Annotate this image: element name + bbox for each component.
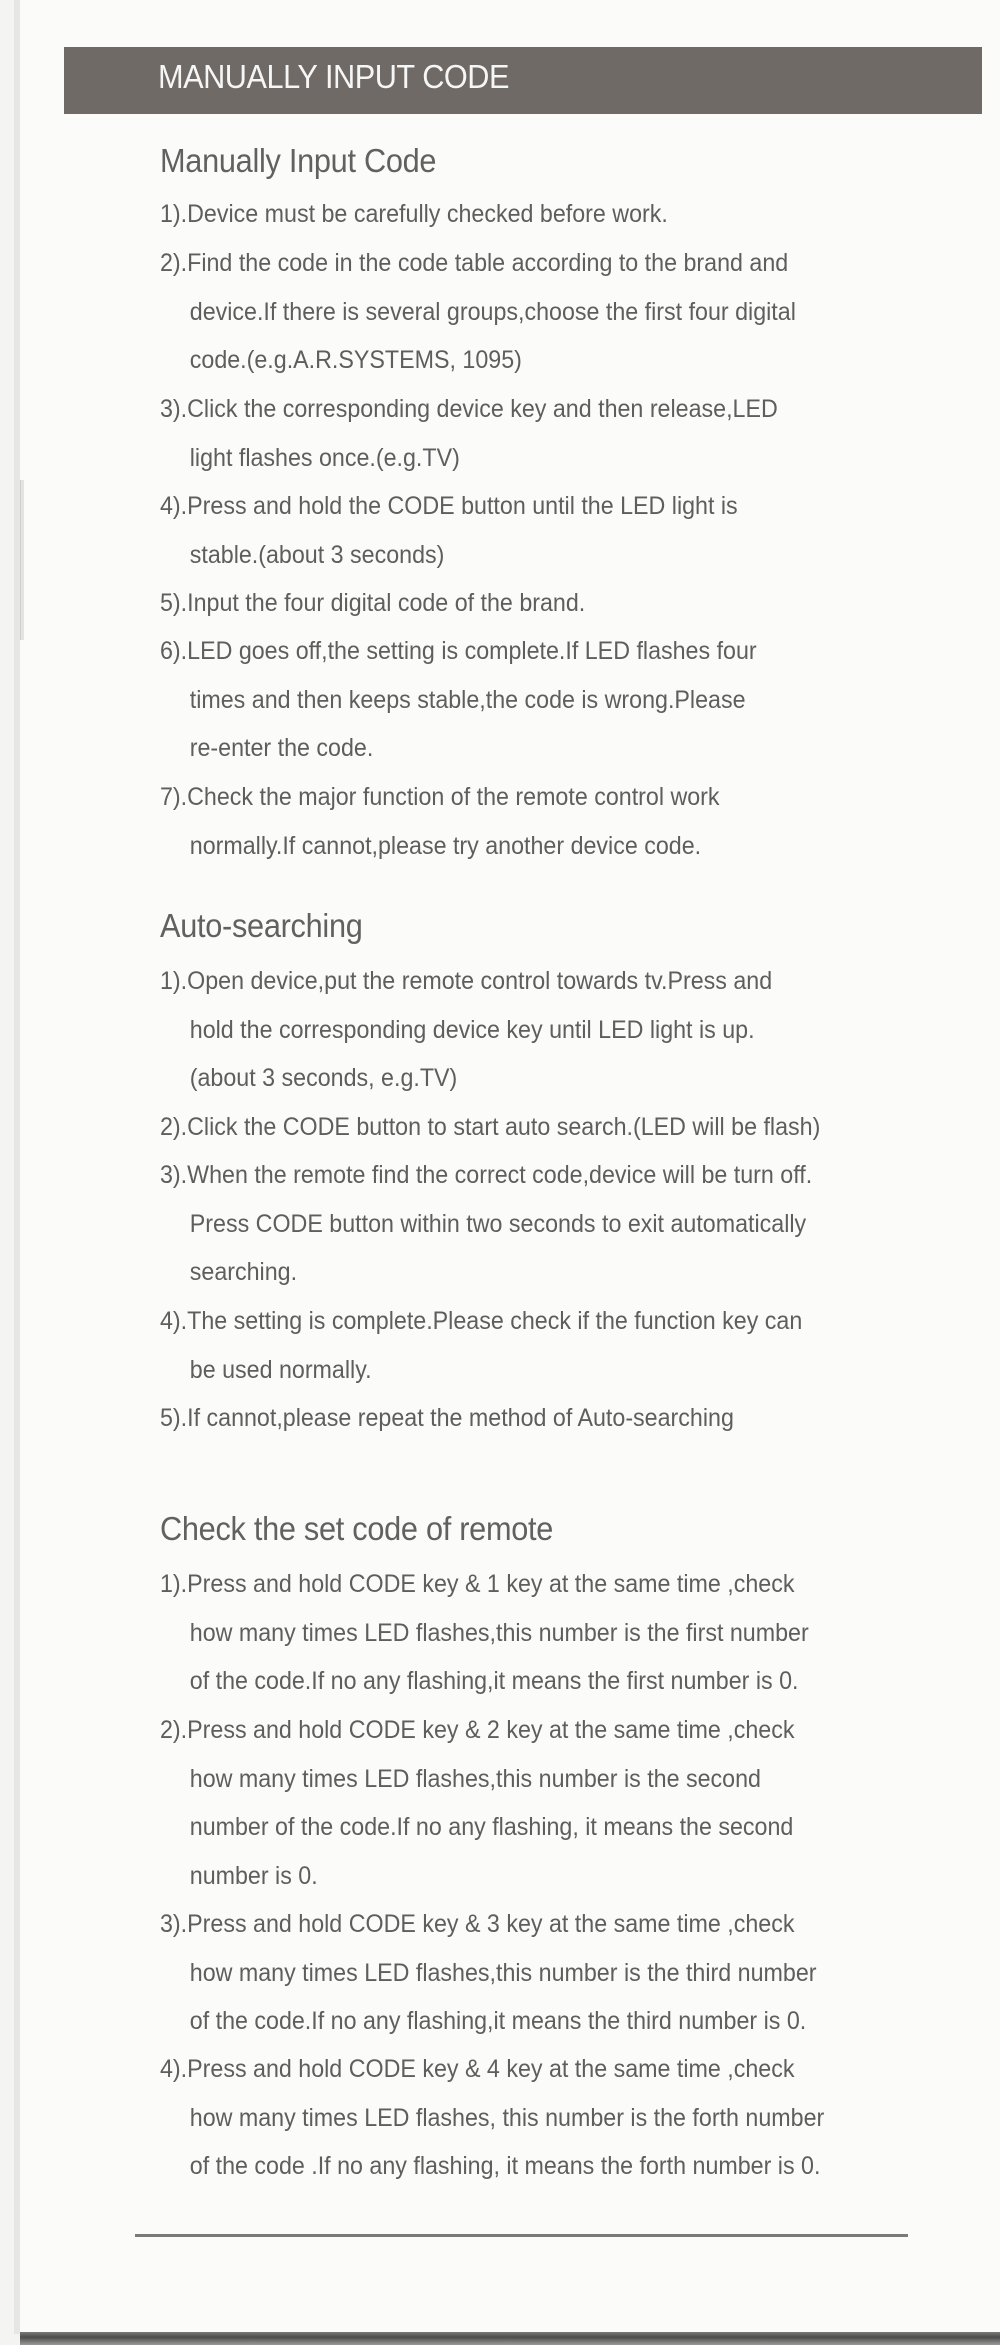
step-line: number is 0. <box>189 1861 318 1890</box>
section-title-manual-input: Manually Input Code <box>160 142 437 179</box>
step-line: device.If there is several groups,choose the first four digital <box>189 297 796 326</box>
section-title-check-set-code: Check the set code of remote <box>160 1510 554 1547</box>
check-step-1 <box>160 1560 809 1706</box>
auto-step-4 <box>160 1297 802 1394</box>
manual-step-2 <box>160 239 796 385</box>
step-line: 4).Press and hold CODE key & 4 key at the same time ,check <box>160 2055 795 2083</box>
step-line: 3).Click the corresponding device key and then release,LED <box>160 395 778 423</box>
check-step-3 <box>160 1900 816 2046</box>
page-bottom-edge <box>20 2332 1000 2345</box>
step-line: 1).Device must be carefully checked before work. <box>160 200 668 228</box>
step-line: of the code.If no any flashing,it means the third number is 0. <box>189 2007 807 2035</box>
step-line: light flashes once.(e.g.TV) <box>189 443 460 472</box>
footer-divider <box>135 2234 908 2237</box>
step-line: how many times LED flashes,this number is the first number <box>189 1618 809 1647</box>
step-line: how many times LED flashes, this number is the forth number <box>189 2103 825 2132</box>
step-line: how many times LED flashes,this number is the second <box>189 1764 761 1793</box>
step-line: 1).Press and hold CODE key & 1 key at the same time ,check <box>160 1570 795 1598</box>
check-step-2 <box>160 1706 794 1900</box>
step-line: how many times LED flashes,this number is the third number <box>189 1958 817 1987</box>
step-line: code.(e.g.A.R.SYSTEMS, 1095) <box>189 346 522 374</box>
step-line: number of the code.If no any flashing, it means the second <box>189 1813 794 1841</box>
banner-title: MANUALLY INPUT CODE <box>158 58 510 95</box>
page-fold-line <box>20 480 24 640</box>
manual-step-6 <box>160 627 757 773</box>
check-step-4 <box>160 2045 824 2191</box>
step-line: of the code .If no any flashing, it means the forth number is 0. <box>189 2152 821 2180</box>
step-line: 1).Open device,put the remote control towards tv.Press and <box>160 967 773 995</box>
auto-step-3 <box>160 1151 812 1297</box>
step-line: 3).When the remote find the correct code,device will be turn off. <box>160 1161 813 1189</box>
step-line: hold the corresponding device key until LED light is up. <box>189 1015 755 1044</box>
step-line: 2).Press and hold CODE key & 2 key at the same time ,check <box>160 1716 795 1744</box>
step-line: 5).If cannot,please repeat the method of Auto-searching <box>160 1404 734 1432</box>
step-line: 7).Check the major function of the remote control work <box>160 783 720 811</box>
step-line: 2).Click the CODE button to start auto search.(LED will be flash) <box>160 1113 821 1141</box>
step-line: of the code.If no any flashing,it means the first number is 0. <box>189 1667 799 1695</box>
step-line: normally.If cannot,please try another device code. <box>189 831 702 860</box>
manual-step-5 <box>160 579 585 628</box>
step-line: 6).LED goes off,the setting is complete.If LED flashes four <box>160 637 757 665</box>
manual-step-4 <box>160 482 738 579</box>
step-line: 3).Press and hold CODE key & 3 key at the same time ,check <box>160 1910 795 1938</box>
step-line: 4).The setting is complete.Please check if the function key can <box>160 1307 803 1335</box>
auto-step-1 <box>160 957 772 1103</box>
step-line: times and then keeps stable,the code is wrong.Please <box>189 685 746 714</box>
step-line: 5).Input the four digital code of the brand. <box>160 589 586 617</box>
step-line: re-enter the code. <box>189 734 374 762</box>
manual-step-3 <box>160 385 778 482</box>
step-line: stable.(about 3 seconds) <box>189 540 445 569</box>
section-title-auto-searching: Auto-searching <box>160 907 363 944</box>
step-line: searching. <box>189 1258 298 1286</box>
step-line: 2).Find the code in the code table according to the brand and <box>160 249 789 277</box>
auto-step-2 <box>160 1103 820 1152</box>
step-line: be used normally. <box>189 1355 372 1384</box>
step-line: 4).Press and hold the CODE button until the LED light is <box>160 492 738 520</box>
step-line: Press CODE button within two seconds to exit automatically <box>189 1209 807 1238</box>
auto-step-5 <box>160 1394 734 1443</box>
step-line: (about 3 seconds, e.g.TV) <box>189 1064 458 1092</box>
manual-step-7 <box>160 773 720 870</box>
manual-step-1 <box>160 190 668 239</box>
